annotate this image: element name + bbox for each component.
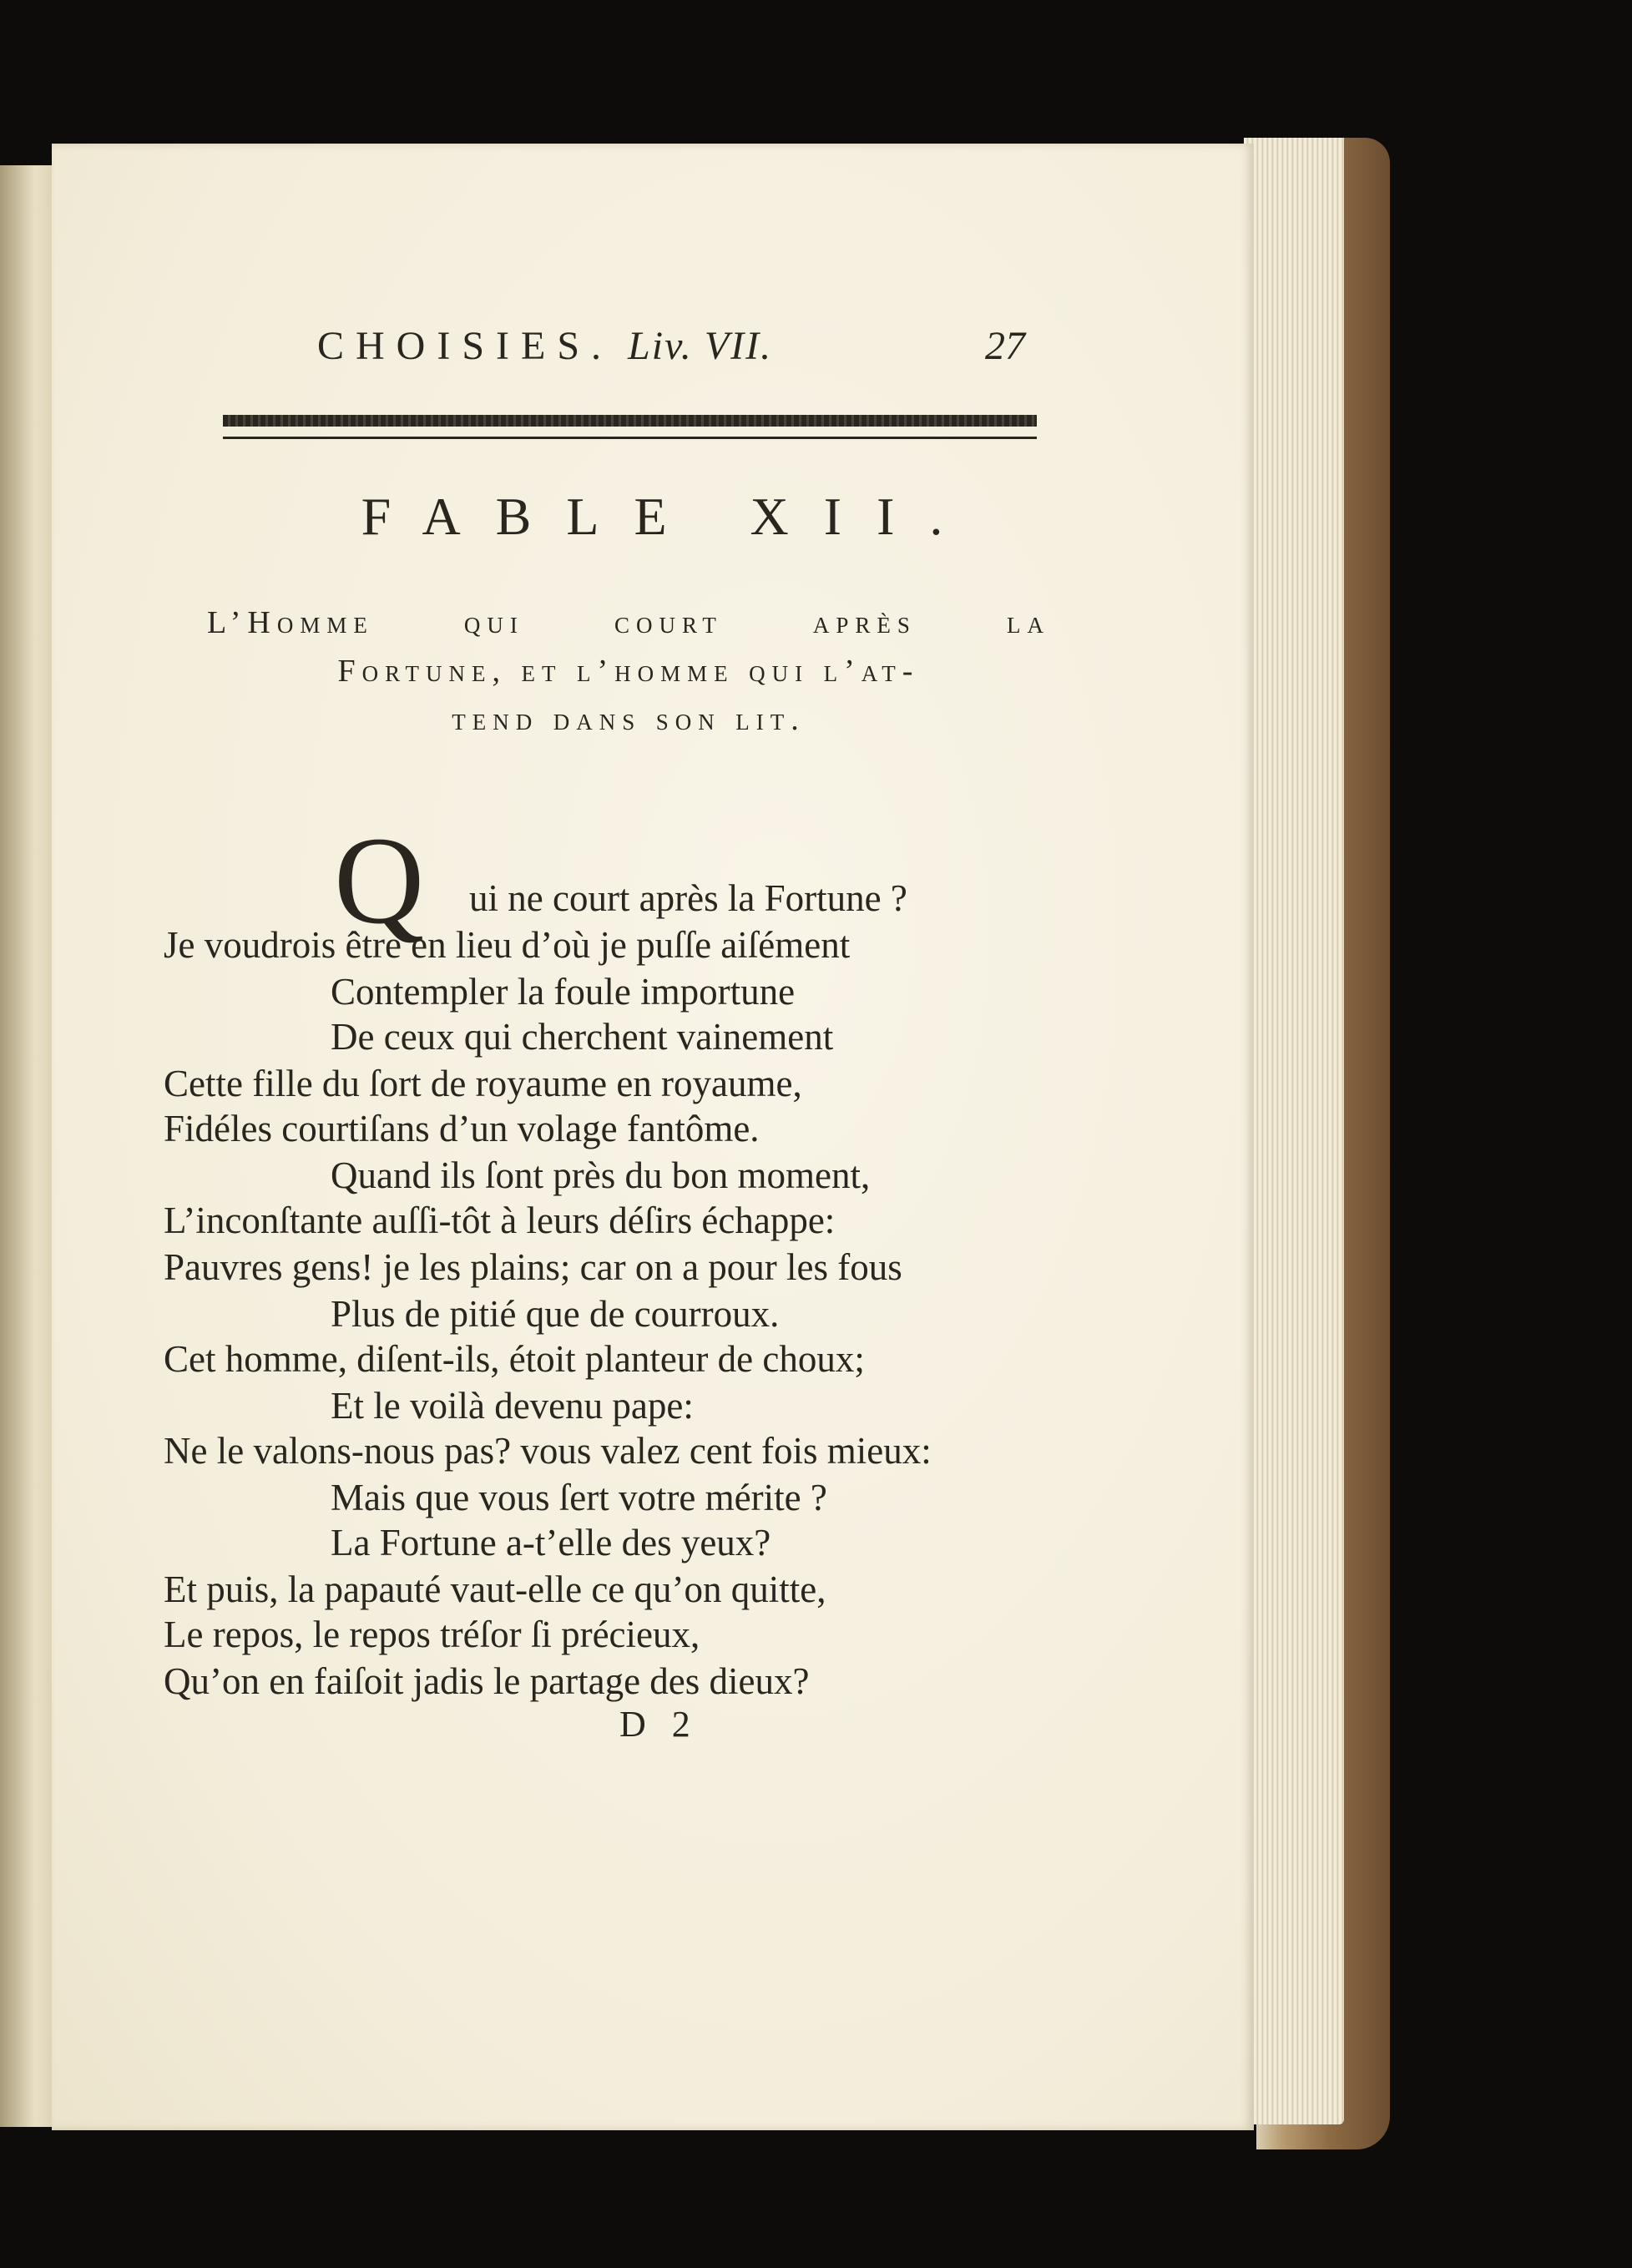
verse-line: Le repos, le repos tréſor ſi précieux, xyxy=(164,1614,700,1655)
page-block-edges xyxy=(1244,138,1344,2124)
subtitle-line: tend dans son lit. xyxy=(452,702,806,737)
verse-line: Contempler la foule importune xyxy=(331,971,796,1013)
verse-line: L’inconſtante auſſi-tôt à leurs déſirs échappe: xyxy=(164,1200,836,1241)
verse-line: Fidéles courtiſans d’un volage fantôme. xyxy=(164,1108,760,1149)
subtitle-line: L’Homme qui court après la xyxy=(207,605,1050,640)
divider-rule xyxy=(223,437,1037,439)
verse-line: Cette fille du ſort de royaume en royaume, xyxy=(164,1063,802,1104)
subtitle-line: Fortune, et l’homme qui l’at- xyxy=(337,654,920,689)
verse-line: De ceux qui cherchent vainement xyxy=(331,1016,834,1058)
running-head-title: CHOISIES. Liv. VII. xyxy=(317,324,773,368)
drop-cap: Q xyxy=(334,811,425,950)
running-head xyxy=(52,323,1254,381)
verse-line: Et puis, la papauté vaut-elle ce qu’on quitte, xyxy=(164,1568,826,1610)
verse-line: Ne le valons-nous pas? vous valez cent fois mieux: xyxy=(164,1430,932,1472)
verse-line: Qu’on en faiſoit jadis le partage des dieux? xyxy=(164,1660,810,1702)
signature-mark: D 2 xyxy=(619,1704,699,1745)
fable-title: FABLE XII. xyxy=(361,487,978,546)
verse-line: Mais que vous ſert votre mérite ? xyxy=(331,1477,827,1518)
running-head-book: Liv. xyxy=(628,324,693,368)
ornamental-rule xyxy=(223,415,1037,427)
verse-line: Cet homme, diſent-ils, étoit planteur de choux; xyxy=(164,1338,865,1380)
verse-line: Pauvres gens! je les plains; car on a pour les fous xyxy=(164,1246,902,1288)
running-head-book-number: VII. xyxy=(704,324,773,368)
verse-line: La Fortune a-t’elle des yeux? xyxy=(331,1522,771,1563)
page-number: 27 xyxy=(985,324,1025,368)
verse-line: ui ne court après la Fortune ? xyxy=(469,877,907,919)
book-page xyxy=(52,144,1254,2130)
verse-line: Quand ils ſont près du bon moment, xyxy=(331,1154,871,1196)
verse-line: Je voudrois être en lieu d’où je puſſe aiſément xyxy=(164,924,851,966)
fable-subtitle xyxy=(207,599,1050,744)
verse-line: Plus de pitié que de courroux. xyxy=(331,1293,780,1335)
verse-line: Et le voilà devenu pape: xyxy=(331,1385,694,1427)
